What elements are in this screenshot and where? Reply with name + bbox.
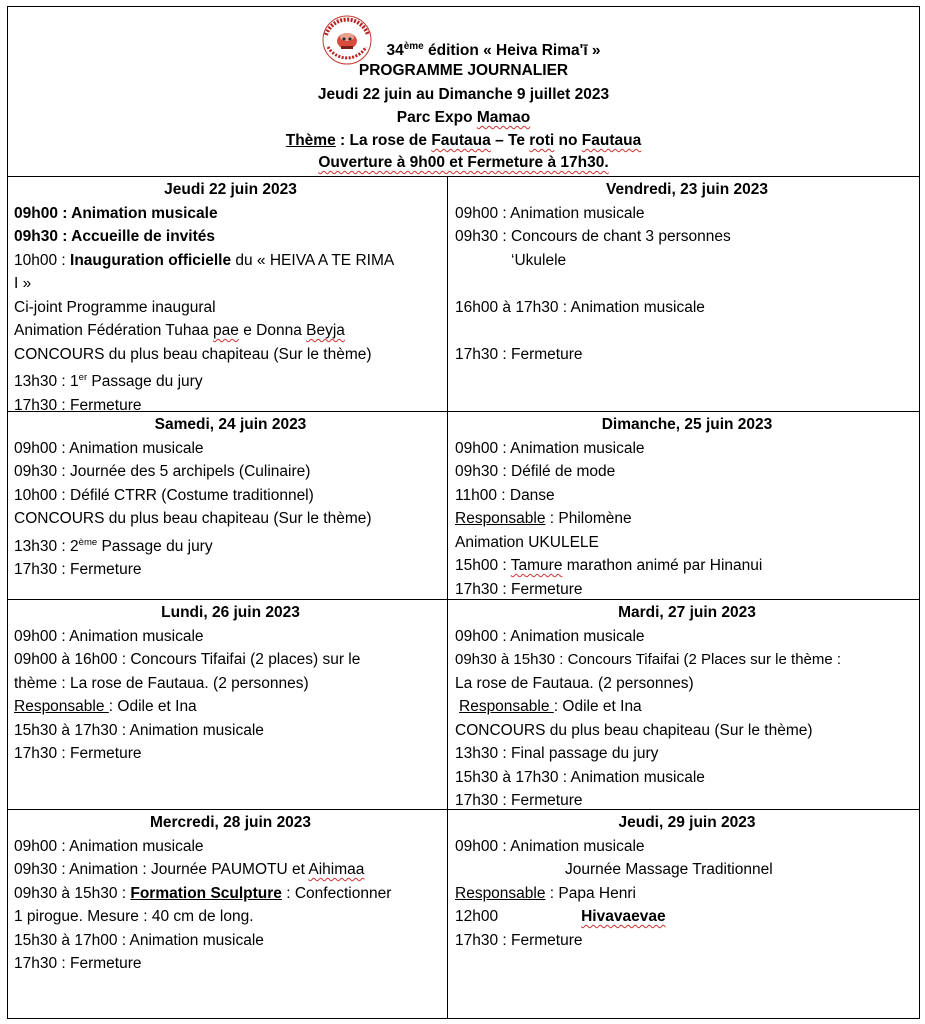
schedule-line: 09h30 : Accueille de invités	[14, 228, 216, 245]
schedule-line	[455, 319, 919, 343]
day-cell-samedi-24	[8, 412, 448, 599]
day-title: Samedi, 24 juin 2023	[154, 416, 307, 433]
schedule-line: thème : La rose de Fautaua. (2 personnes)	[14, 674, 309, 692]
schedule-line: 17h30 : Fermeture	[14, 745, 142, 762]
programme-title: PROGRAMME JOURNALIER	[358, 62, 569, 79]
schedule-line: 15h00 : Tamure marathon animé par Hinanui	[455, 557, 763, 574]
schedule-line: Journée Massage Traditionnel	[565, 861, 773, 878]
schedule-line: 09h00 : Animation musicale	[455, 837, 645, 855]
schedule-line: 09h00 : Animation musicale	[455, 439, 645, 457]
schedule-line: 13h30 : Final passage du jury	[455, 745, 659, 762]
day-title: Vendredi, 23 juin 2023	[606, 181, 768, 198]
schedule-line: 09h00 : Animation musicale	[14, 204, 218, 222]
schedule-line: ‘Ukulele	[511, 251, 567, 269]
schedule-line: 12h00 Hivavaevae	[455, 908, 666, 925]
schedule-line: Responsable : Papa Henri	[455, 884, 636, 902]
schedule-line: 15h30 à 17h30 : Animation musicale	[14, 721, 264, 739]
schedule-line: 13h30 : 1er Passage du jury	[14, 372, 203, 391]
schedule-line: Animation Fédération Tuhaa pae e Donna Beyja	[14, 322, 345, 339]
schedule-line: 09h00 : Animation musicale	[14, 627, 204, 645]
day-title: Jeudi, 29 juin 2023	[618, 814, 756, 831]
schedule-line: 09h30 à 15h30 : Concours Tifaifai (2 Places sur le thème :	[455, 651, 842, 668]
day-cell-jeudi-22	[8, 177, 448, 414]
day-cell-jeudi-29	[448, 810, 919, 1018]
day-cell-lundi-26	[8, 600, 448, 809]
day-cell-dimanche-25	[448, 412, 919, 599]
schedule-line: Animation UKULELE	[455, 533, 599, 551]
schedule-line: Responsable : Odile et Ina	[459, 698, 642, 715]
schedule-line: 09h00 : Animation musicale	[455, 204, 645, 222]
day-title: Dimanche, 25 juin 2023	[601, 416, 773, 433]
schedule-line: La rose de Fautaua. (2 personnes)	[455, 674, 694, 692]
week-row-1	[8, 177, 919, 412]
schedule-line: CONCOURS du plus beau chapiteau (Sur le thème)	[14, 345, 372, 363]
schedule-line: 09h30 : Journée des 5 archipels (Culinaire)	[14, 463, 311, 480]
schedule-line: 1 pirogue. Mesure : 40 cm de long.	[14, 908, 254, 925]
week-row-2	[8, 412, 919, 600]
day-cell-mardi-27	[448, 600, 919, 809]
programme-theme: Thème : La rose de Fautaua – Te roti no Fautaua	[285, 132, 642, 149]
schedule-line: 10h00 : Défilé CTRR (Costume traditionnel)	[14, 486, 314, 504]
schedule-line: 09h00 : Animation musicale	[14, 837, 204, 855]
schedule-line: 17h30 : Fermeture	[455, 931, 583, 949]
schedule-line: 17h30 : Fermeture	[14, 396, 142, 414]
schedule-line: 17h30 : Fermeture	[455, 345, 583, 363]
schedule-line: 10h00 : Inauguration officielle du « HEIVA A TE RIMA	[14, 251, 395, 269]
programme-table	[7, 6, 920, 1019]
schedule-line: 09h30 : Défilé de mode	[455, 463, 616, 480]
schedule-line: 09h00 : Animation musicale	[455, 627, 645, 645]
schedule-line: 16h00 à 17h30 : Animation musicale	[455, 298, 705, 316]
schedule-line: Responsable : Philomène	[455, 510, 632, 527]
week-row-3	[8, 600, 919, 810]
schedule-line: 09h00 : Animation musicale	[14, 439, 204, 457]
programme-dates: Jeudi 22 juin au Dimanche 9 juillet 2023	[317, 86, 610, 103]
schedule-line: 17h30 : Fermeture	[455, 792, 583, 809]
schedule-line: 09h30 : Concours de chant 3 personnes	[455, 228, 731, 245]
schedule-line: 09h00 à 16h00 : Concours Tifaifai (2 places) sur le	[14, 651, 361, 668]
schedule-line: 09h30 : Animation : Journée PAUMOTU et Aihimaa	[14, 861, 365, 878]
schedule-line: 15h30 à 17h00 : Animation musicale	[14, 931, 264, 949]
schedule-line: 11h00 : Danse	[455, 486, 555, 504]
schedule-line: 17h30 : Fermeture	[14, 561, 142, 579]
day-cell-mercredi-28	[8, 810, 448, 1018]
edition-title: 34ème édition « Heiva Rima'ī »	[386, 41, 601, 60]
schedule-line: 09h30 à 15h30 : Formation Sculpture : Confectionner	[14, 884, 392, 902]
schedule-line: I »	[14, 275, 32, 292]
day-cell-vendredi-23	[448, 177, 919, 411]
day-title: Lundi, 26 juin 2023	[161, 604, 300, 621]
opening-hours: Ouverture à 9h00 et Fermeture à 17h30.	[318, 154, 609, 171]
programme-header	[8, 7, 919, 177]
schedule-line: 15h30 à 17h30 : Animation musicale	[455, 768, 705, 786]
schedule-line: CONCOURS du plus beau chapiteau (Sur le thème)	[455, 721, 813, 739]
schedule-line	[455, 272, 919, 296]
day-title: Jeudi 22 juin 2023	[164, 181, 297, 198]
schedule-line: 17h30 : Fermeture	[14, 955, 142, 972]
schedule-line: Ci-joint Programme inaugural	[14, 298, 216, 316]
day-title: Mardi, 27 juin 2023	[618, 604, 756, 621]
schedule-line: 13h30 : 2ème Passage du jury	[14, 536, 213, 555]
schedule-line: Responsable : Odile et Ina	[14, 698, 197, 715]
day-title: Mercredi, 28 juin 2023	[149, 814, 312, 831]
week-row-4	[8, 810, 919, 1018]
schedule-line: 17h30 : Fermeture	[455, 580, 583, 598]
schedule-line: CONCOURS du plus beau chapiteau (Sur le thème)	[14, 510, 372, 527]
programme-place: Parc Expo Mamao	[396, 109, 531, 126]
